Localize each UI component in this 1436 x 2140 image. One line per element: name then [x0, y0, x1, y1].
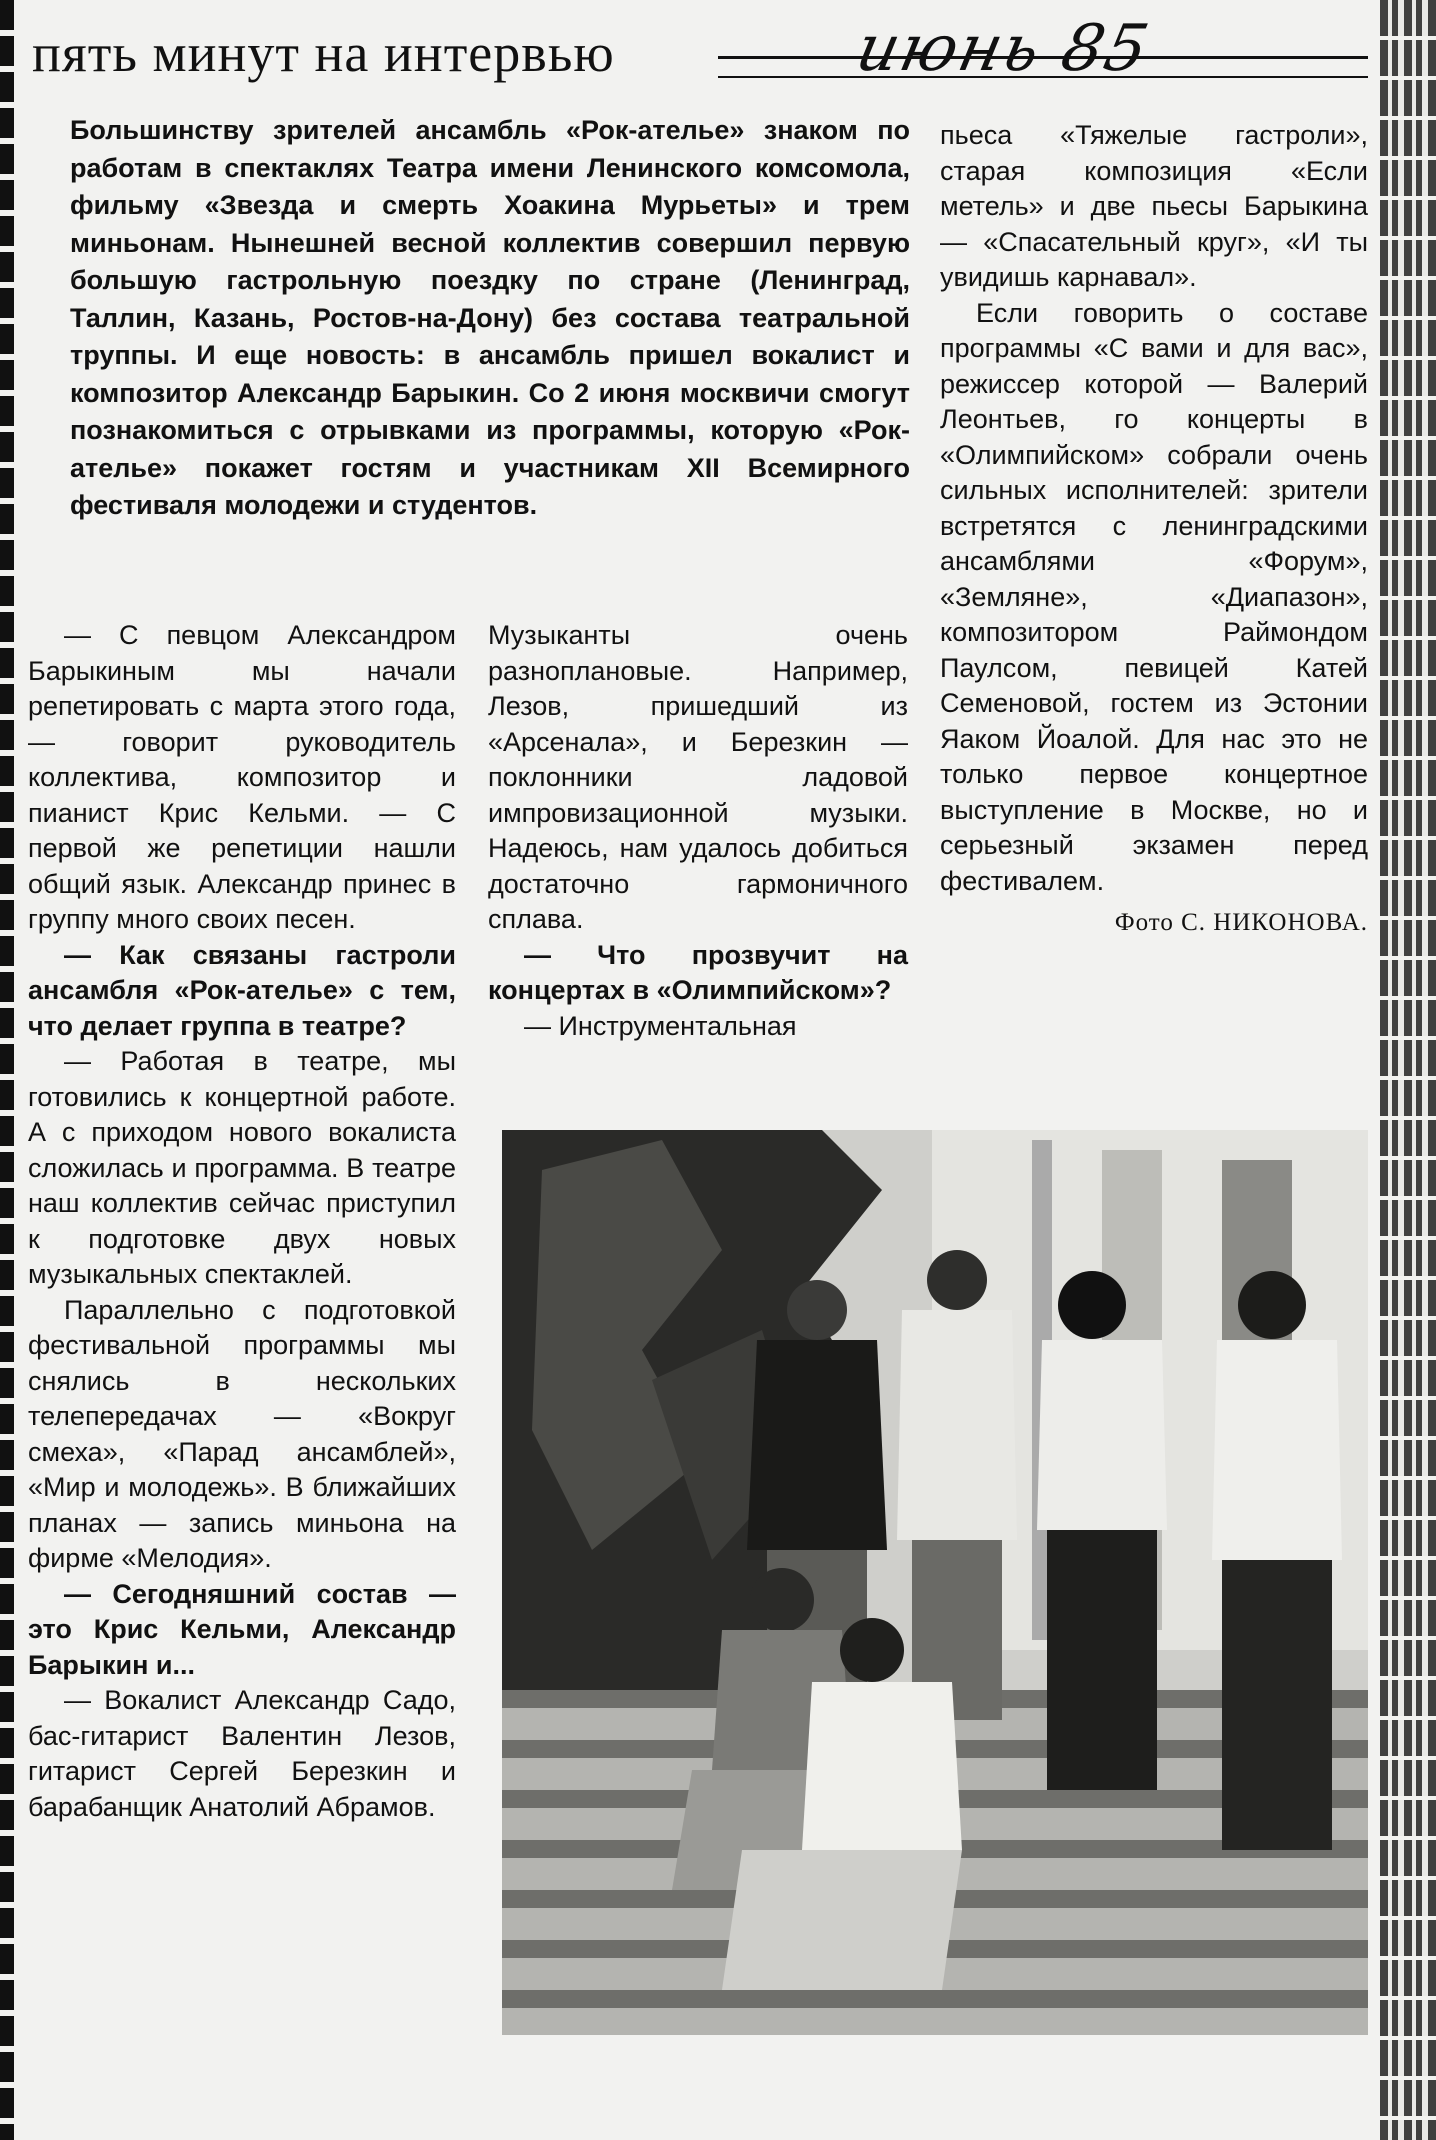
- article-column-right: [940, 118, 1368, 941]
- paragraph: пьеса «Тяжелые гастроли», старая композиция «Если метель» и две пьесы Барыкина — «Спасательный круг», «И ты увидишь карнавал».: [940, 120, 1368, 292]
- paragraph: Если говорить о составе программы «С вами и для вас», режиссер которой — Валерий Леонтьев, го концерты в «Олимпийском» собрали очень сильных исполнителей: зрители встретятся с ленинградскими ансамблями «Форум», «Земляне», «Диапазон», композитором Раймондом Паулсом, певицей Катей Семеновой, гостем из Эстонии Яаком Йоалой. Для нас это не только первое концертное выступление в Москве, но и серьезный экзамен перед фестивалем.: [940, 297, 1368, 896]
- paragraph: — Работая в театре, мы готовились к концертной работе. А с приходом нового вокалиста сложилась и программа. В театре наш коллектив сейчас приступил к подготовке двух новых музыкальных спектаклей.: [28, 1046, 456, 1289]
- group-photo-icon: [502, 1130, 1368, 2035]
- paragraph: — Инструментальная: [524, 1010, 797, 1041]
- article-column-middle: [488, 618, 908, 1044]
- interview-question: — Сегодняшний состав — это Крис Кельми, Александр Барыкин и...: [28, 1578, 456, 1680]
- interview-question: — Как связаны гастроли ансамбля «Рок-ателье» с тем, что делает группа в театре?: [28, 939, 456, 1041]
- paragraph: — С певцом Александром Барыкиным мы начали репетировать с марта этого года, — говорит руководитель коллектива, композитор и пианист Крис Кельми. — С первой же репетиции нашли общий язык. Александр принес в группу много своих песен.: [28, 620, 456, 934]
- section-title: пять минут на интервью: [32, 23, 615, 83]
- paragraph: Параллельно с подготовкой фестивальной программы мы снялись в нескольких телепередачах — «Вокруг смеха», «Парад ансамблей», «Мир и молодежь». В ближайших планах — запись миньона на фирме «Мелодия».: [28, 1294, 456, 1573]
- right-decorative-border: [1380, 0, 1436, 2140]
- interview-question: — Что прозвучит на концертах в «Олимпийском»?: [488, 939, 908, 1005]
- paragraph: Музыканты очень разноплановые. Например, Лезов, пришедший из «Арсенала», и Березкин — поклонники ладовой импровизационной музыки. Надеюсь, нам удалось добиться достаточно гармоничного сплава.: [488, 620, 908, 934]
- handwritten-date: июнь 85: [850, 12, 1157, 86]
- article-lead: Большинству зрителей ансамбль «Рок-ателье» знаком по работам в спектаклях Театра имени Ленинского комсомола, фильму «Звезда и смерть Хоакина Мурьеты» и трем миньонам. Нынешней весной коллектив совершил первую большую гастрольную поездку по стране (Ленинград, Таллин, Казань, Ростов-на-Дону) без состава театральной труппы. И еще новость: в ансамбль пришел вокалист и композитор Александр Барыкин. Со 2 июня москвичи смогут познакомиться с отрывками из программы, которую «Рок-ателье» покажет гостям и участникам XII Всемирного фестиваля молодежи и студентов.: [70, 115, 910, 520]
- group-photo: [502, 1130, 1368, 2035]
- paragraph: — Вокалист Александр Садо, бас-гитарист Валентин Лезов, гитарист Сергей Березкин и барабанщик Анатолий Абрамов.: [28, 1685, 456, 1822]
- photo-credit: Фото С. НИКОНОВА.: [1114, 909, 1368, 936]
- section-masthead: [28, 12, 1368, 88]
- article-column-left: [28, 618, 456, 1825]
- left-page-border: [0, 0, 14, 2140]
